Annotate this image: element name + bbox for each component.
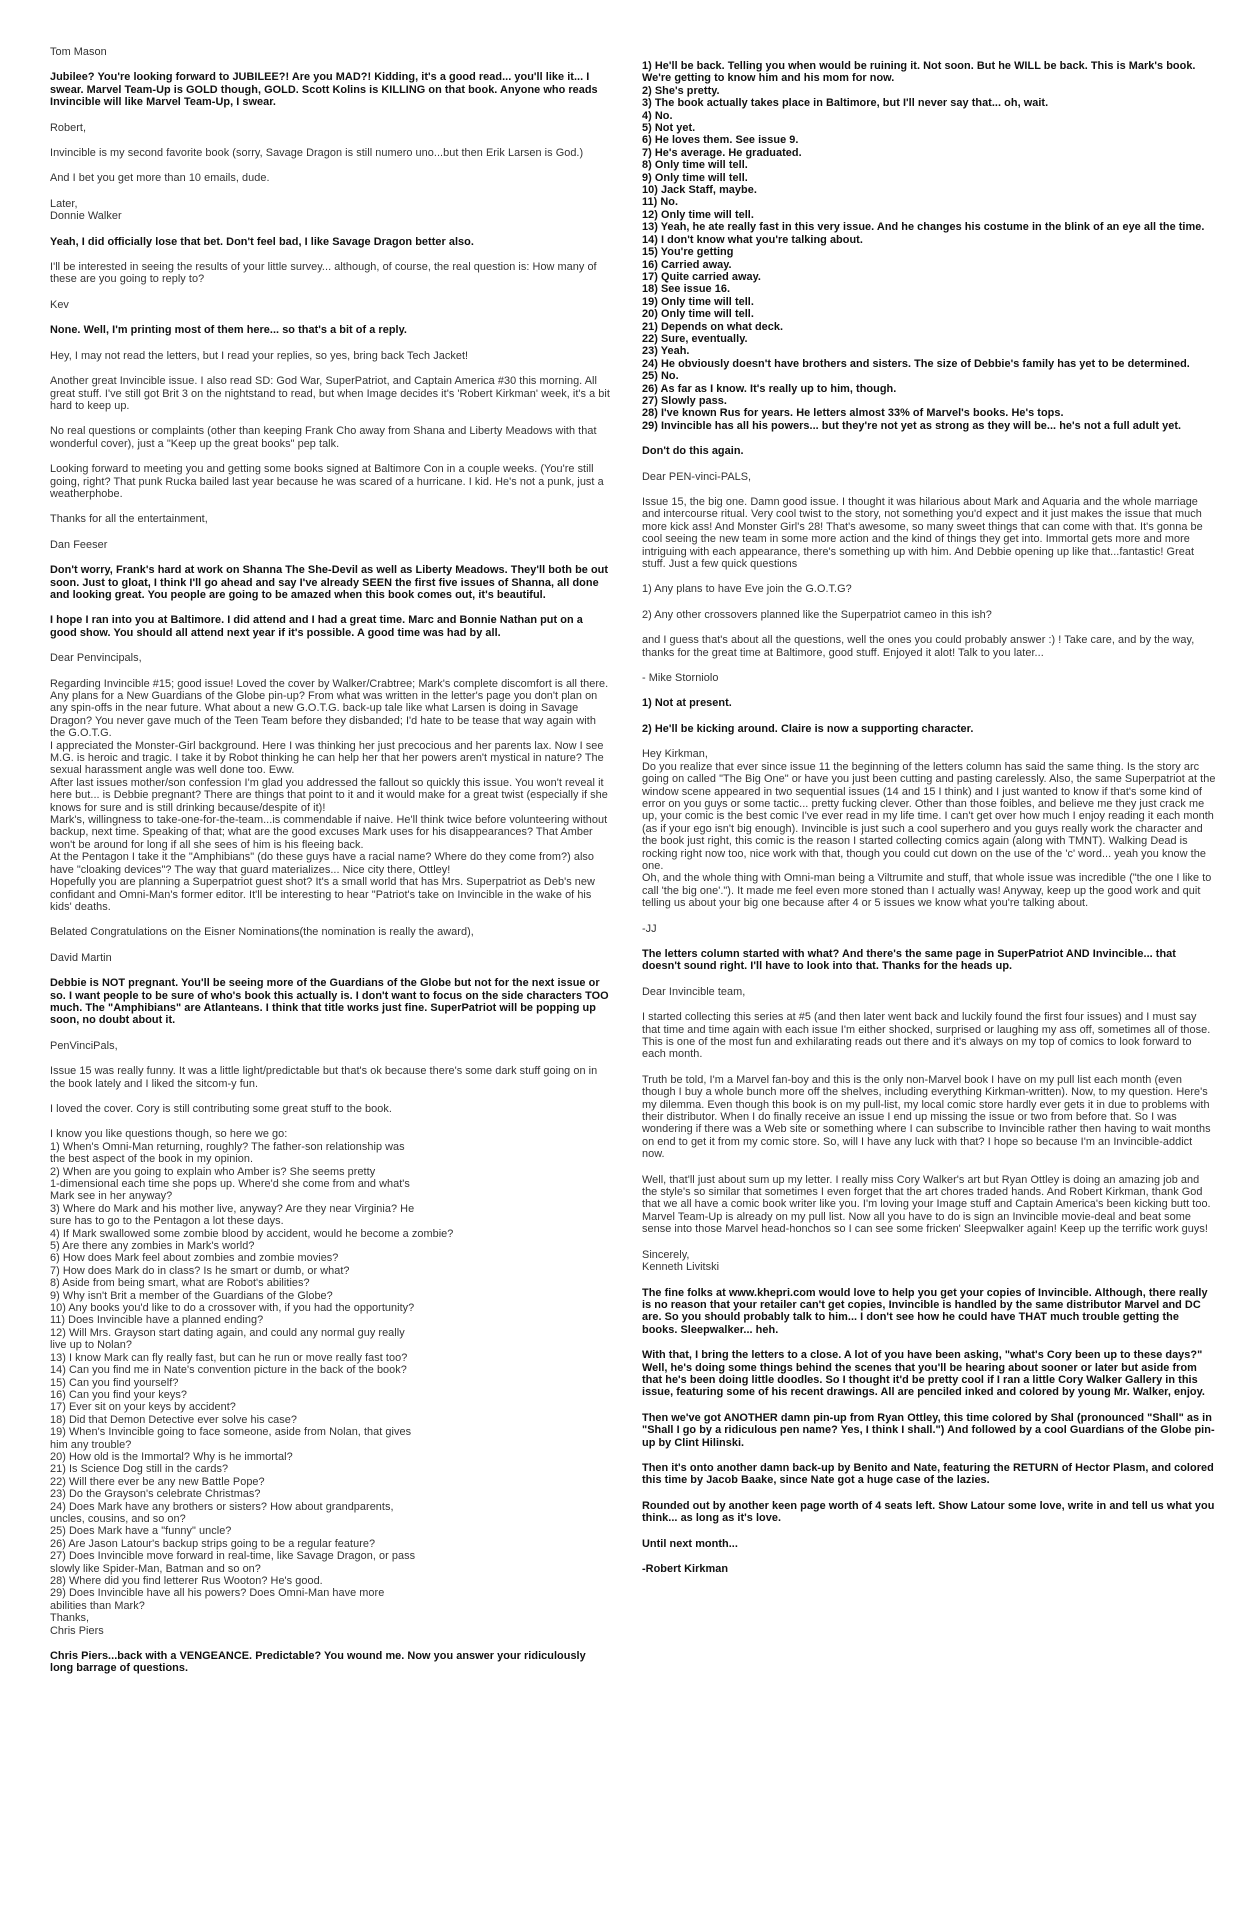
- reader-letter-paragraph: [50, 926, 610, 938]
- text-line: 23) Yeah.: [642, 345, 690, 358]
- text-line: Hopefully you are planning a Superpatriot guest shot? It's a small world that has Mrs. Superpatriot as Deb's new confidant and Omni-Man's former editor. It'll be interesting to hear "Patriot's take on Invincible in the wake of his kids' deaths.: [50, 876, 595, 913]
- left-column: [50, 46, 610, 1688]
- text-line: Mark see in her anyway?: [50, 1190, 173, 1203]
- editor-reply: [642, 723, 1216, 735]
- text-line: 16) Carried away.: [642, 258, 732, 271]
- text-line: 19) When's Invincible going to face someone, aside from Nolan, that gives: [50, 1426, 412, 1439]
- text-line: 12) Only time will tell.: [642, 208, 754, 221]
- text-line: 21) Is Science Dog still in the cards?: [50, 1463, 229, 1476]
- text-line: Don't do this again.: [642, 445, 744, 458]
- text-line: 1) Any plans to have Eve join the G.O.T.G?: [642, 583, 852, 596]
- reader-letter-paragraph: [642, 496, 1216, 570]
- text-line: 7) He's average. He graduated.: [642, 146, 802, 159]
- text-line: Later,: [50, 197, 78, 210]
- text-line: 17) Ever sit on your keys by accident?: [50, 1401, 236, 1414]
- text-line: 6) He loves them. See issue 9.: [642, 134, 799, 147]
- text-line: Chris Piers: [50, 1624, 104, 1637]
- text-line: Until next month...: [642, 1537, 738, 1550]
- text-line: Robert,: [50, 121, 87, 134]
- text-line: him any trouble?: [50, 1438, 132, 1451]
- text-line: 10) Any books you'd like to do a crossover with, if you had the opportunity?: [50, 1302, 415, 1315]
- text-line: 4) If Mark swallowed some zombie blood by accident, would he become a zombie?: [50, 1227, 454, 1240]
- reader-letter-paragraph: [642, 986, 1216, 998]
- text-line: Hey, I may not read the letters, but I read your replies, so yes, bring back Tech Jacket!: [50, 349, 469, 362]
- editor-reply: [50, 977, 610, 1027]
- text-line: David Martin: [50, 951, 112, 964]
- text-line: 2) When are you going to explain who Amber is? She seems pretty: [50, 1165, 376, 1178]
- reader-letter-paragraph: [50, 463, 610, 500]
- text-line: Thanks for all the entertainment,: [50, 513, 208, 526]
- reader-letter-paragraph: [642, 1074, 1216, 1161]
- reader-letter-paragraph: [642, 672, 1216, 684]
- text-line: 11) No.: [642, 196, 679, 209]
- text-line: Looking forward to meeting you and getting some books signed at Baltimore Con in a couple weeks. (You're still going, right? That punk Rucka bailed last year because he was scared of a hurricane. I kid. He's not a punk, just a weatherphobe.: [50, 463, 604, 500]
- text-line: Kev: [50, 298, 69, 311]
- text-line: Debbie is NOT pregnant. You'll be seeing more of the Guardians of the Globe but not for the next issue or so. I want people to be sure of who's book this actually is. I don't want to focus on the side characters TOO much. The "Amphibians" are Atlanteans. I think that title works just fine. SuperPatriot will be popping up soon, no doubt about it.: [50, 977, 609, 1027]
- text-line: 29) Does Invincible have all his powers? Does Omni-Man have more: [50, 1587, 385, 1600]
- text-line: 25) No.: [642, 370, 679, 383]
- text-line: 17) Quite carried away.: [642, 270, 761, 283]
- text-line: 25) Does Mark have a "funny" uncle?: [50, 1525, 232, 1538]
- editor-reply: [642, 1500, 1216, 1525]
- text-line: Issue 15 was really funny. It was a little light/predictable but that's ok because there's some dark stuff going on in the book lately and I liked the sitcom-y fun.: [50, 1065, 598, 1090]
- text-line: 26) Are Jason Latour's backup strips going to be a regular feature?: [50, 1537, 376, 1550]
- text-line: 28) Where did you find letterer Rus Wooton? He's good.: [50, 1575, 323, 1587]
- text-line: I appreciated the Monster-Girl background. Here I was thinking her just precocious and her parents lax. Now I see M.G. is heroic and tragic. I take it by Robot thinking he can help her that her powers aren't mystical in nature? The sexual harassment angle was well done too. Eww.: [50, 739, 604, 777]
- text-line: Regarding Invincible #15; good issue! Loved the cover by Walker/Crabtree; Mark's complete discomfort is all there. Any plans for a New Guardians of the Globe pin-up? From what was written in the letter's page you don't plan on any spin-offs in the near future. What about a new G.O.T.G. back-up tale like what Larsen is doing in Savage Dragon? You never gave much of the Teen Team before they disbanded; I'd hate to be tease that way again with the G.O.T.G.: [50, 677, 609, 740]
- text-line: 2) She's pretty.: [642, 84, 720, 97]
- text-line: Truth be told, I'm a Marvel fan-boy and this is the only non-Marvel book I have on my pull list each month (even though I buy a whole bunch more off the shelves, including everything Kirkman-written). Now, to my question. Here's my dilemma. Even though this book is on my pull-list, my local comic store hardly ever gets it in due to problems with their distributor. When I do finally receive an issue I end up missing the issue or two from before that. So I was wondering if there was a Web site or something where I can subscribe to Invincible rather then having to wait months on end to get it from my comic store. So, will I have any luck with that? I hope so because I'm an Invincible-addict now.: [642, 1073, 1211, 1161]
- reader-letter-paragraph: [642, 1174, 1216, 1236]
- editor-reply: [50, 564, 610, 601]
- text-line: 1) When's Omni-Man returning, roughly? The father-son relationship was: [50, 1140, 405, 1153]
- text-line: At the Pentagon I take it the "Amphibians" (do these guys have a racial name? Where do they come from?) also have "cloaking devices"? The way that guard materializes... Nice city there, Ottley!: [50, 851, 595, 876]
- text-line: 5) Not yet.: [642, 122, 696, 135]
- text-line: and I guess that's about all the questions, well the ones you could probably answer :) ! Take care, and by the way, thanks for the great time at Baltimore, good stuff. Enjoyed it alot! Talk to you later...: [642, 634, 1195, 659]
- reader-letter-paragraph: [642, 609, 1216, 621]
- text-line: 18) Did that Demon Detective ever solve his case?: [50, 1413, 297, 1426]
- editor-reply: [642, 1287, 1216, 1337]
- text-line: And I bet you get more than 10 emails, dude.: [50, 172, 270, 185]
- text-line: Dear PEN-vinci-PALS,: [642, 470, 752, 483]
- text-line: I know you like questions though, so here we go:: [50, 1128, 288, 1141]
- text-line: -JJ: [642, 922, 657, 935]
- reader-letter-paragraph: [50, 122, 610, 134]
- text-line: I'll be interested in seeing the results of your little survey... although, of course, the real question is: How many of these are you going to reply to?: [50, 261, 597, 286]
- editor-reply: [642, 1349, 1216, 1399]
- editor-reply: [50, 1650, 610, 1675]
- editor-reply: [642, 697, 1216, 709]
- text-line: The letters column started with what? And there's the same page in SuperPatriot AND Invincible... that doesn't sound right. I'll have to look into that. Thanks for the heads up.: [642, 947, 1176, 973]
- reader-letter-paragraph: [50, 198, 610, 223]
- text-line: the best aspect of the book in my opinion.: [50, 1153, 254, 1166]
- editor-reply: [50, 614, 610, 639]
- text-line: Dan Feeser: [50, 538, 108, 551]
- editor-reply: [50, 324, 610, 336]
- text-line: 13) Yeah, he ate really fast in this very issue. And he changes his costume in the blink of an eye all the time.: [642, 221, 1205, 234]
- text-line: 1) Not at present.: [642, 697, 732, 710]
- text-line: Mark's, willingness to take-one-for-the-team...is commendable if naive. He'll think twice before volunteering without backup, next time. Speaking of that; what are the good excuses Mark uses for his disappearances? That Amber won't be around for long if all she sees of him is his fleeing back.: [50, 814, 608, 851]
- editor-reply: [642, 948, 1216, 973]
- reader-letter-paragraph: [642, 748, 1216, 909]
- text-line: I loved the cover. Cory is still contributing some great stuff to the book.: [50, 1102, 392, 1115]
- text-line: PenVinciPals,: [50, 1039, 118, 1052]
- reader-letter-paragraph: [50, 425, 610, 450]
- reader-letter-paragraph: [50, 1065, 610, 1090]
- text-line: sure has to go to the Pentagon a lot these days.: [50, 1215, 284, 1228]
- text-line: The fine folks at www.khepri.com would love to help you get your copies of Invincible. Although, there really is no reason that your retailer can't get copies, Invincible is handled by the same distributor Marvel and DC are. So you should probably talk to him... I don't see how he could have THAT much trouble getting the books. Sleepwalker... heh.: [642, 1286, 1208, 1336]
- text-line: Hey Kirkman,: [642, 748, 708, 761]
- reader-letter-paragraph: [642, 1249, 1216, 1274]
- text-line: 13) I know Mark can fly really fast, but can he run or move really fast too?: [50, 1351, 408, 1364]
- text-line: 15) You're getting: [642, 246, 734, 259]
- reader-letter-paragraph: [50, 261, 610, 286]
- reader-letter-paragraph: [50, 375, 610, 412]
- text-line: 6) How does Mark feel about zombies and zombie movies?: [50, 1252, 339, 1265]
- text-line: Don't worry, Frank's hard at work on Shanna The She-Devil as well as Liberty Meadows. They'll both be out soon. Just to gloat, I think I'll go ahead and say I've already SEEN the first five issues of Shanna, all done and looking great. You people are going to be amazed when this book comes out, it's beautiful.: [50, 564, 609, 601]
- text-line: 11) Does Invincible have a planned ending?: [50, 1314, 264, 1327]
- text-line: Kenneth Livitski: [642, 1261, 720, 1274]
- editor-reply: [642, 1412, 1216, 1449]
- reader-letter-paragraph: [642, 634, 1216, 659]
- text-line: 1-dimensional each time she pops up. Where'd she come from and what's: [50, 1178, 410, 1190]
- text-line: Then we've got ANOTHER damn pin-up from Ryan Ottley, this time colored by Shal (pronounced "Shall" as in "Shall I go by a ridiculous pen name? Yes, I think I shall.") And followed by a cool Guardians of the Globe pin-up by Clint Hilinski.: [642, 1411, 1215, 1449]
- text-line: 28) I've known Rus for years. He letters almost 33% of Marvel's books. He's tops.: [642, 407, 1064, 420]
- text-line: Thanks,: [50, 1612, 90, 1625]
- text-line: 4) No.: [642, 109, 673, 122]
- text-line: uncles, cousins, and so on?: [50, 1512, 186, 1525]
- reader-letter-paragraph: [50, 1040, 610, 1052]
- reader-letter-paragraph: [642, 583, 1216, 595]
- text-line: 2) Any other crossovers planned like the Superpatriot cameo in this ish?: [642, 608, 992, 621]
- text-line: 20) Only time will tell.: [642, 308, 754, 321]
- text-line: 18) See issue 16.: [642, 283, 731, 296]
- reader-letter-paragraph: [50, 147, 610, 159]
- text-line: 19) Only time will tell.: [642, 295, 754, 308]
- reader-letter-paragraph: [642, 1011, 1216, 1061]
- text-line: Rounded out by another keen page worth of 4 seats left. Show Latour some love, write in and tell us what you think... as long as it's love.: [642, 1499, 1215, 1525]
- text-line: Then it's onto another damn back-up by Benito and Nate, featuring the RETURN of Hector Plasm, and colored this time by Jacob Baake, since Nate got a huge case of the lazies.: [642, 1461, 1214, 1487]
- text-line: 26) As far as I know. It's really up to him, though.: [642, 382, 897, 395]
- text-line: Sincerely,: [642, 1248, 690, 1261]
- text-line: 9) Only time will tell.: [642, 171, 748, 184]
- text-line: 22) Sure, eventually.: [642, 332, 748, 345]
- editor-reply: [642, 1538, 1216, 1550]
- reader-letter-paragraph: [50, 299, 610, 311]
- text-line: With that, I bring the letters to a close. A lot of you have been asking, "what's Cory been up to these days?" Well, he's doing some things behind the scenes that you'll be hearing about sooner or later but aside from that he's been doing little doodles. So I thought it'd be pretty cool if I ran a little Cory Walker Gallery in this issue, featuring some of his recent drawings. All are penciled inked and colored by young Mr. Walker, enjoy.: [642, 1349, 1205, 1399]
- text-line: Another great Invincible issue. I also read SD: God War, SuperPatriot, and Captain America #30 this morning. All great stuff. I've still got Brit 3 on the nightstand to read, but when Image decides it's 'Robert Kirkman' week, it's a bit hard to keep up.: [50, 375, 610, 412]
- text-line: 29) Invincible has all his powers... but they're not yet as strong as they will be... he's not a full adult yet.: [642, 419, 1182, 432]
- reader-letter-paragraph: [50, 952, 610, 964]
- text-line: Dear Invincible team,: [642, 985, 746, 998]
- text-line: Oh, and the whole thing with Omni-man being a Viltrumite and stuff, that whole issue was incredible ("the one I like to call 'the big one'."). It made me feel even more stoned than I actually was! Anyway, keep up the good work and quit telling us about your big one because after 4 or 5 issues we know what you're talking about.: [642, 872, 1212, 910]
- editor-reply: [50, 236, 610, 248]
- text-line: 2) He'll be kicking around. Claire is now a supporting character.: [642, 722, 974, 735]
- reader-letter-paragraph: [50, 350, 610, 362]
- text-line: 8) Aside from being smart, what are Robot's abilities?: [50, 1277, 310, 1290]
- text-line: 23) Do the Grayson's celebrate Christmas?: [50, 1488, 261, 1501]
- reader-letter-paragraph: [50, 172, 610, 184]
- text-line: Tom Mason: [50, 46, 107, 58]
- text-line: 3) Where do Mark and his mother live, anyway? Are they near Virginia? He: [50, 1202, 415, 1215]
- text-line: Jubilee? You're looking forward to JUBILEE?! Are you MAD?! Kidding, it's a good read... you'll like it... I swear. Marvel Team-Up is GOLD though, GOLD. Scott Kolins is KILLING on that book. Anyone who reads Invincible will like Marvel Team-Up, I swear.: [50, 71, 598, 109]
- text-line: Yeah, I did officially lose that bet. Don't feel bad, I like Savage Dragon better also.: [50, 235, 474, 248]
- text-line: I started collecting this series at #5 (and then later went back and luckily found the first four issues) and I must say that time and time again with each issue I'm either shocked, surprised or laughing my ass off, sometimes all of those. This is one of the most fun and exhilarating reads out there and it's always on my top of comics to look forward to each month.: [642, 1011, 1211, 1061]
- reader-letter-paragraph: [50, 1128, 610, 1637]
- text-line: After last issues mother/son confession I'm glad you addressed the fallout so quickly this issue. You won't reveal it here but... is Debbie pregnant? There are things that point to it and it would make for a great twist (especially if she knows for sure and is still drinking because/despite of it)!: [50, 776, 608, 814]
- editor-reply: [50, 71, 610, 108]
- text-line: Issue 15, the big one. Damn good issue. I thought it was hilarious about Mark and Aquaria and the whole marriage and intercourse ritual. Very cool twist to the story, not something you'd expect and it just makes the issue that much more kick ass! And Monster Girl's 28! That's awesome, so many sweet things that can come with that. It's gonna be cool seeing the new team in some more action and the kind of things they get into. Immortal gets more and more intriguing with each appearance, there's something up with him. And Debbie opening up like that...fantastic! Great stuff. Just a few quick questions: [642, 496, 1203, 571]
- text-line: 12) Will Mrs. Grayson start dating again, and could any normal guy really: [50, 1326, 405, 1339]
- text-line: 9) Why isn't Brit a member of the Guardians of the Globe?: [50, 1289, 333, 1302]
- editor-reply: [642, 445, 1216, 457]
- text-line: -Robert Kirkman: [642, 1563, 729, 1575]
- text-line: Do you realize that ever since issue 11 the beginning of the letters column has said the same thing. Is the story arc going on called "The Big One" or have you just been cutting and pasting carelessly. Also, the same Superpatriot at the window scene appeared in two sequential issues (14 and 15 I think) and I just wanted to know if that's some kind of error on you guys or some tactic... pretty fucking clever. Other than those foibles, and believe me they just crack me up, your comic is the best comic I've ever read in my life time. I can't get over how much I enjoy reading it each month (as if your ego isn't big enough). Invincible is just such a cool superhero and you guys really work the character and the book just right, this comic is the reason I started collecting comics again (along with TMNT). Walking Dead is rocking right now too, nice work with that, though you could cut down on the use of the 'c' word... yeah you know the one.: [642, 760, 1216, 872]
- text-line: 7) How does Mark do in class? Is he smart or dumb, or what?: [50, 1264, 350, 1277]
- text-line: 8) Only time will tell.: [642, 159, 748, 172]
- text-line: 21) Depends on what deck.: [642, 320, 784, 333]
- reader-letter-paragraph: [50, 539, 610, 551]
- reader-letter-paragraph: [642, 471, 1216, 483]
- text-line: - Mike Storniolo: [642, 672, 719, 685]
- text-line: 14) Can you find me in Nate's convention picture in the back of the book?: [50, 1364, 407, 1377]
- editor-reply: [642, 1462, 1216, 1487]
- text-line: 3) The book actually takes place in Baltimore, but I'll never say that... oh, wait.: [642, 97, 1049, 110]
- text-line: 10) Jack Staff, maybe.: [642, 184, 757, 197]
- text-line: 22) Will there ever be any new Battle Pope?: [50, 1475, 265, 1488]
- text-line: Well, that'll just about sum up my letter. I really miss Cory Walker's art but Ryan Ottley is doing an amazing job and the style's so similar that sometimes I even forget that the art chores traded hands. And Robert Kirkman, thank God that we all have a comic book writer like you. I'm loving your Image stuff and Captain America's been kicking butt too. Marvel Team-Up is already on my pull list. Now all you have to do is sign an Invincible movie-deal and beat some sense into those Marvel head-honchos so I can see some fricken' Sleepwalker again! Keep up the terrific work guys!: [642, 1173, 1211, 1236]
- editor-reply: [642, 1563, 1216, 1575]
- text-line: Invincible is my second favorite book (sorry, Savage Dragon is still numero uno...but then Erik Larsen is God.): [50, 147, 584, 160]
- text-line: live up to Nolan?: [50, 1339, 132, 1352]
- text-line: Belated Congratulations on the Eisner Nominations(the nomination is really the award),: [50, 926, 474, 939]
- text-line: 15) Can you find yourself?: [50, 1376, 179, 1389]
- reader-letter-paragraph: [50, 1103, 610, 1115]
- text-line: 27) Does Invincible move forward in real-time, like Savage Dragon, or pass: [50, 1550, 416, 1563]
- text-line: 27) Slowly pass.: [642, 394, 727, 407]
- reader-letter-paragraph: [50, 652, 610, 664]
- reader-letter-paragraph: [50, 46, 610, 58]
- reader-letter-paragraph: [642, 923, 1216, 935]
- text-line: 1) He'll be back. Telling you when would be ruining it. Not soon. But he WILL be back. This is Mark's book. We're getting to know him and his mom for now.: [642, 60, 1196, 85]
- text-line: 14) I don't know what you're talking about.: [642, 233, 863, 246]
- text-line: abilities than Mark?: [50, 1599, 145, 1612]
- text-line: 24) Does Mark have any brothers or sisters? How about grandparents,: [50, 1500, 394, 1513]
- right-column: [642, 60, 1216, 1588]
- text-line: slowly like Spider-Man, Batman and so on?: [50, 1562, 261, 1575]
- text-line: Chris Piers...back with a VENGEANCE. Predictable? You wound me. Now you answer your ridiculously long barrage of questions.: [50, 1650, 586, 1675]
- reader-letter-paragraph: [50, 678, 610, 914]
- text-line: 20) How old is the Immortal? Why is he immortal?: [50, 1450, 293, 1463]
- reader-letter-paragraph: [50, 513, 610, 525]
- text-line: 5) Are there any zombies in Mark's world?: [50, 1240, 255, 1253]
- text-line: No real questions or complaints (other than keeping Frank Cho away from Shana and Liberty Meadows with that wonderful cover), just a "Keep up the great books" pep talk.: [50, 425, 597, 450]
- text-line: Dear Penvincipals,: [50, 652, 142, 665]
- text-line: I hope I ran into you at Baltimore. I did attend and I had a great time. Marc and Bonnie Nathan put on a good show. You should all attend next year if it's possible. A good time was had by all.: [50, 614, 583, 639]
- text-line: 16) Can you find your keys?: [50, 1388, 187, 1401]
- text-line: Donnie Walker: [50, 210, 122, 223]
- editor-reply: [642, 60, 1216, 432]
- text-line: None. Well, I'm printing most of them here... so that's a bit of a reply.: [50, 324, 407, 337]
- text-line: 24) He obviously doesn't have brothers and sisters. The size of Debbie's family has yet to be determined.: [642, 357, 1190, 370]
